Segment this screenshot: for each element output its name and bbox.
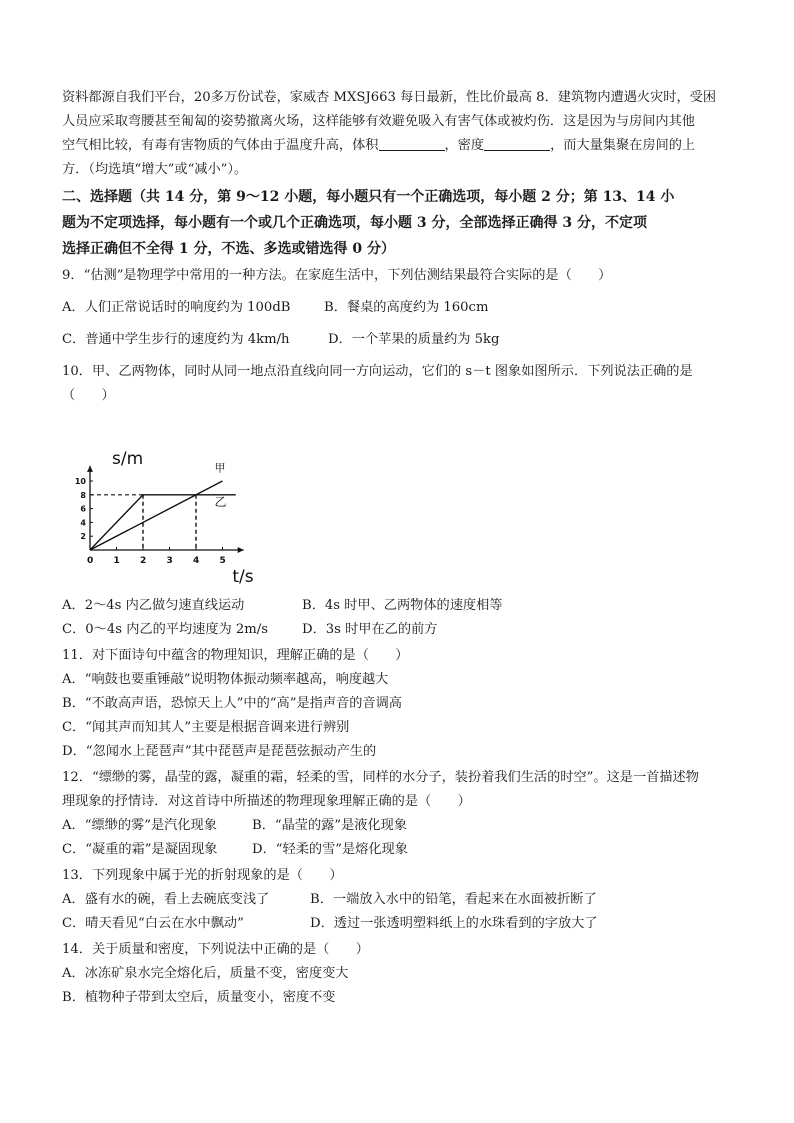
question-11-option-b[interactable]: B．“不敢高声语，恐惊天上人”中的“高”是指声音的音调高 <box>62 696 402 711</box>
question-12-stem-1: 12．“缥缈的雾，晶莹的露，凝重的霜，轻柔的雪，同样的水分子，装扮着我们生活的时空”。这是一首描述物 <box>62 770 699 785</box>
answer-blank-volume[interactable] <box>379 136 445 151</box>
question-12-option-d[interactable]: D．“轻柔的雪”是熔化现象 <box>252 842 408 857</box>
question-14 <box>62 938 734 1010</box>
question-10 <box>62 360 734 642</box>
series-label-yi: 乙 <box>214 494 227 509</box>
question-13-option-a[interactable]: A．盛有水的碗，看上去碗底变浅了 <box>62 892 270 907</box>
intro-line-3c: ，而大量集聚在房间的上 <box>550 138 696 153</box>
question-12-options-row-2 <box>62 838 734 862</box>
question-13-options-row-1 <box>62 888 734 912</box>
x-axis-arrow <box>238 547 244 553</box>
y-axis-label: s/m <box>112 448 144 469</box>
x-tick-label: 3 <box>166 556 173 566</box>
question-10-option-d[interactable]: D．3s 时甲在乙的前方 <box>302 622 438 637</box>
section-2-title-line-3: 选择正确但不全得 1 分，不选、多选或错选得 0 分） <box>62 241 395 257</box>
section-2-title <box>62 184 734 262</box>
question-13-option-b[interactable]: B．一端放入水中的铅笔，看起来在水面被折断了 <box>310 892 597 907</box>
question-9 <box>62 264 734 352</box>
intro-line-2: 人员应采取弯腰甚至匍匐的姿势撤离火场，这样能够有效避免吸入有害气体或被灼伤．这是因为与房间内其他 <box>62 114 695 129</box>
y-tick-label: 10 <box>74 477 86 486</box>
question-11-option-a[interactable]: A．“响鼓也要重锤敲”说明物体振动频率越高，响度越大 <box>62 672 389 687</box>
x-tick-label: 0 <box>87 556 94 566</box>
question-11-option-d[interactable]: D．“忽闻水上琵琶声”其中琵琶声是琵琶弦振动产生的 <box>62 744 377 759</box>
question-13-options-row-2 <box>62 912 734 936</box>
x-tick-label: 5 <box>219 556 226 566</box>
question-14-option-a[interactable]: A．冰冻矿泉水完全熔化后，质量不变，密度变大 <box>62 966 349 981</box>
y-tick-label: 2 <box>80 532 86 542</box>
question-13-stem: 13．下列现象中属于光的折射现象的是（ ） <box>62 868 343 883</box>
y-axis-arrow <box>87 466 93 472</box>
x-axis-label: t/s <box>232 567 254 587</box>
question-10-paren: （ ） <box>62 388 115 403</box>
question-9-options-row-1 <box>62 296 734 320</box>
section-2-title-line-1: 二、选择题（共 14 分，第 9～12 小题，每小题只有一个正确选项，每小题 2 分；第 13、14 小 <box>62 189 675 205</box>
question-11-stem: 11．对下面诗句中蕴含的物理知识，理解正确的是（ ） <box>62 648 409 663</box>
question-9-option-a[interactable]: A．人们正常说话时的响度约为 100dB <box>62 300 291 315</box>
y-tick-label: 8 <box>80 490 86 500</box>
exam-page <box>62 86 734 1010</box>
series-label-jia: 甲 <box>214 461 226 475</box>
intro-line-4: 方．（均选填“增大”或“减小”）。 <box>62 162 248 177</box>
answer-blank-density[interactable] <box>484 136 550 151</box>
question-10-option-b[interactable]: B．4s 时甲、乙两物体的速度相等 <box>302 598 503 613</box>
question-11 <box>62 644 734 764</box>
question-9-stem: 9．“估测”是物理学中常用的一种方法。在家庭生活中，下列估测结果最符合实际的是（ ） <box>62 268 612 283</box>
intro-line-1: 资料都源自我们平台，20多万份试卷，家威杏 MXSJ663 每日最新，性比价最高 8．建筑物内遭遇火灾时，受困 <box>62 90 717 105</box>
question-12-stem-2: 理现象的抒情诗．对这首诗中所描述的物理现象理解正确的是（ ） <box>62 794 471 809</box>
question-13 <box>62 864 734 936</box>
question-14-option-b[interactable]: B．植物种子带到太空后，质量变小，密度不变 <box>62 990 336 1005</box>
y-tick-label: 4 <box>80 518 86 528</box>
intro-line-3 <box>62 134 734 158</box>
question-9-options-row-2 <box>62 328 734 352</box>
x-tick-label: 1 <box>113 556 120 566</box>
question-10-stem: 10．甲、乙两物体，同时从同一地点沿直线向同一方向运动，它们的 s－t 图象如图所示．下列说法正确的是 <box>62 364 693 379</box>
question-12 <box>62 766 734 862</box>
question-10-options-row-1 <box>62 594 734 618</box>
intro-line-3b: ，密度 <box>444 138 485 153</box>
question-12-options-row-1 <box>62 814 734 838</box>
question-13-option-d[interactable]: D．透过一张透明塑料纸上的水珠看到的字放大了 <box>310 916 598 931</box>
x-tick-label: 4 <box>193 556 200 566</box>
question-9-option-d[interactable]: D．一个苹果的质量约为 5kg <box>328 332 500 347</box>
intro-line-3a: 空气相比较，有毒有害物质的气体由于温度升高，体积 <box>62 138 379 153</box>
question-9-option-b[interactable]: B．餐桌的高度约为 160cm <box>324 300 489 315</box>
st-graph-svg <box>72 414 272 594</box>
question-12-option-b[interactable]: B．“晶莹的露”是液化现象 <box>252 818 408 833</box>
question-13-option-c[interactable]: C．晴天看见“白云在水中飘动” <box>62 916 244 931</box>
series-line-1 <box>90 481 223 550</box>
question-10-option-a[interactable]: A．2～4s 内乙做匀速直线运动 <box>62 598 245 613</box>
question-12-option-a[interactable]: A．“缥缈的雾”是汽化现象 <box>62 818 217 833</box>
question-10-option-c[interactable]: C．0～4s 内乙的平均速度为 2m/s <box>62 622 269 637</box>
question-10-options-row-2 <box>62 618 734 642</box>
question-9-option-c[interactable]: C．普通中学生步行的速度约为 4km/h <box>62 332 290 347</box>
st-graph <box>72 414 272 594</box>
question-14-stem: 14．关于质量和密度，下列说法中正确的是（ ） <box>62 942 369 957</box>
question-12-option-c[interactable]: C．“凝重的霜”是凝固现象 <box>62 842 218 857</box>
y-tick-label: 6 <box>80 504 86 514</box>
x-tick-label: 2 <box>140 556 147 566</box>
section-2-title-line-2: 题为不定项选择，每小题有一个或几个正确选项，每小题 3 分，全部选择正确得 3 分，不定项 <box>62 215 647 231</box>
question-11-option-c[interactable]: C．“闻其声而知其人”主要是根据音调来进行辨别 <box>62 720 350 735</box>
